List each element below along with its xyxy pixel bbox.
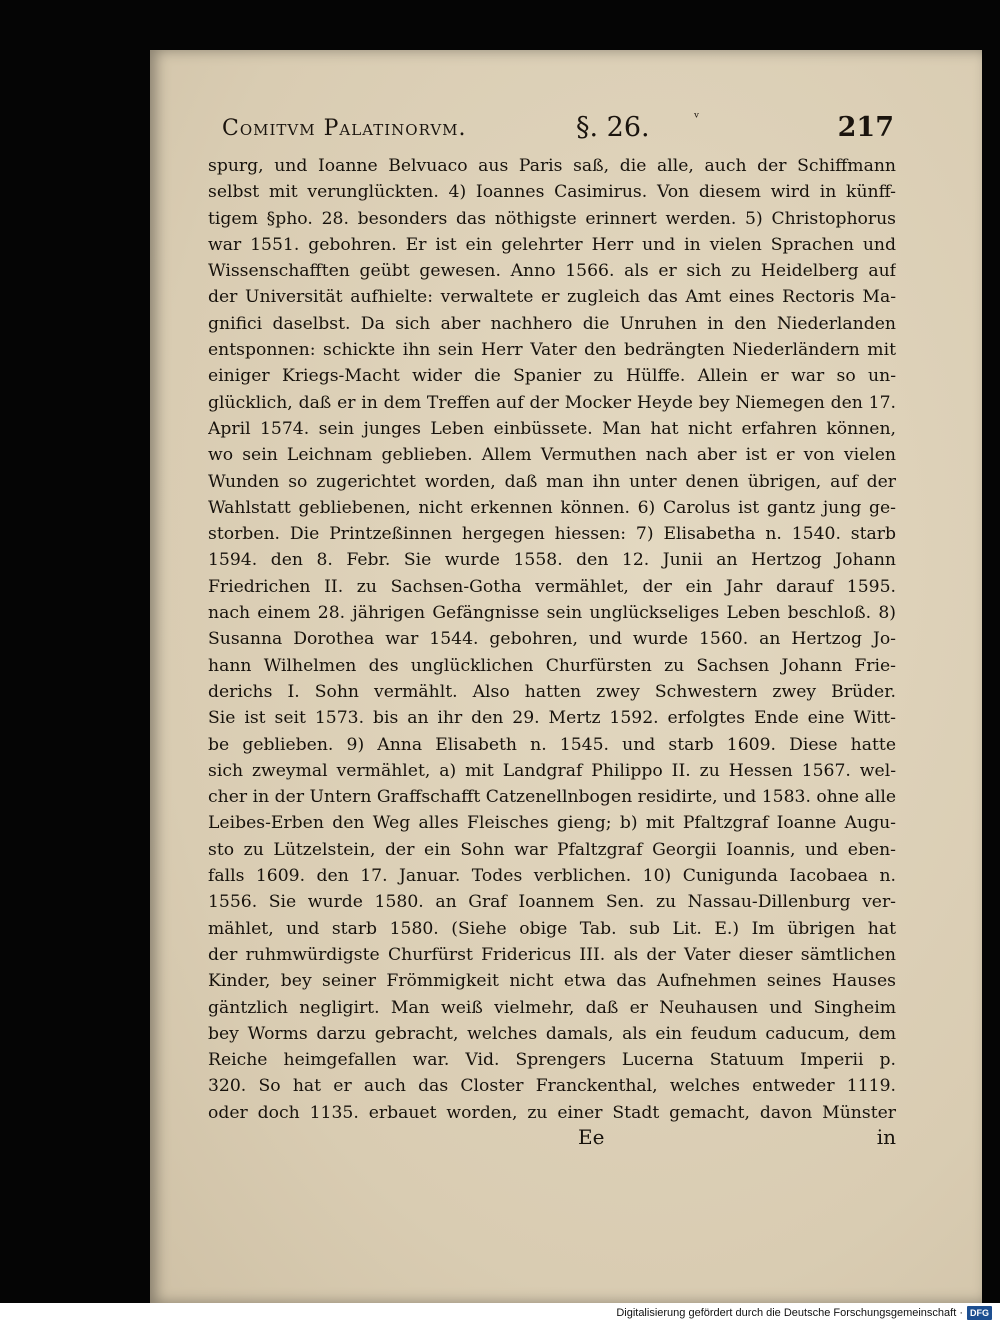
text-line: war 1551. gebohren. Er ist ein gelehrter Herr und in vielen Sprachen und xyxy=(208,234,896,255)
digitization-credit xyxy=(616,1304,992,1322)
text-line: storben. Die Printzeßinnen hergegen hiessen: 7) Elisabetha n. 1540. starb xyxy=(208,524,896,545)
text-line: 320. So hat er auch das Closter Franckenthal, welches entweder 1119. xyxy=(208,1076,896,1097)
text-line: Kinder, bey seiner Frömmigkeit nicht etwa das Aufnehmen seines Hauses xyxy=(208,971,896,992)
dfg-logo: DFG xyxy=(967,1306,992,1320)
text-line: oder doch 1135. erbauet worden, zu einer Stadt gemacht, davon Münster xyxy=(208,1102,896,1123)
text-line: April 1574. sein junges Leben einbüssete. Man hat nicht erfahren können, xyxy=(208,418,896,439)
section-number: §. 26. xyxy=(576,112,650,143)
credit-text: Digitalisierung gefördert durch die Deutsche Forschungsgemeinschaft · xyxy=(616,1307,963,1319)
text-line: Sie ist seit 1573. bis an ihr den 29. Mertz 1592. erfolgtes Ende eine Witt- xyxy=(208,708,896,729)
text-line: 1556. Sie wurde 1580. an Graf Ioannem Sen. zu Nassau-Dillenburg ver- xyxy=(208,892,896,913)
text-line: der Universität aufhielte: verwaltete er zugleich das Amt eines Rectoris Ma- xyxy=(208,287,896,308)
text-line: selbst mit verunglückten. 4) Ioannes Casimirus. Von diesem wird in künff- xyxy=(208,182,896,203)
text-line: einiger Kriegs-Macht wider die Spanier zu Hülffe. Allein er war so un- xyxy=(208,366,896,387)
text-line: spurg, und Ioanne Belvuaco aus Paris saß, die alle, auch der Schiffmann xyxy=(208,156,896,176)
catchword: in xyxy=(876,1125,896,1149)
text-line: nach einem 28. jährigen Gefängnisse sein unglückseliges Leben beschloß. 8) xyxy=(208,603,896,624)
page-number: 217 xyxy=(837,112,894,143)
text-line: der ruhmwürdigste Churfürst Fridericus III. als der Vater dieser sämtlichen xyxy=(208,944,896,965)
text-line: Reiche heimgefallen war. Vid. Sprengers Lucerna Statuum Imperii p. xyxy=(208,1050,896,1071)
text-line: falls 1609. den 17. Januar. Todes verblichen. 10) Cunigunda Iacobaea n. xyxy=(208,866,896,887)
running-title: Comitvm Palatinorvm. xyxy=(222,116,467,141)
text-line: tigem §pho. 28. besonders das nöthigste erinnert werden. 5) Christophorus xyxy=(208,208,896,229)
header-mark: ᵛ xyxy=(694,110,700,126)
text-line: Wissenschafften geübt gewesen. Anno 1566. als er sich zu Heidelberg auf xyxy=(208,261,896,282)
body-text xyxy=(208,153,896,1126)
text-line: entsponnen: schickte ihn sein Herr Vater den bedrängten Niederländern mit xyxy=(208,340,896,361)
text-line: Leibes-Erben den Weg alles Fleisches gieng; b) mit Pfaltzgraf Ioanne Augu- xyxy=(208,813,896,834)
text-line: mählet, und starb 1580. (Siehe obige Tab. sub Lit. E.) Im übrigen hat xyxy=(208,918,896,939)
text-line: hann Wilhelmen des unglücklichen Churfürsten zu Sachsen Johann Frie- xyxy=(208,655,896,676)
page-header xyxy=(214,110,894,154)
text-line: bey Worms darzu gebracht, welches damals, als ein feudum caducum, dem xyxy=(208,1023,896,1044)
page-footer xyxy=(208,1125,896,1159)
text-line: derichs I. Sohn vermählt. Also hatten zwey Schwestern zwey Brüder. xyxy=(208,681,896,702)
text-line: Wunden so zugerichtet worden, daß man ihn unter denen übrigen, auf der xyxy=(208,471,896,492)
text-line: be geblieben. 9) Anna Elisabeth n. 1545. und starb 1609. Diese hatte xyxy=(208,734,896,755)
text-line: gäntzlich negligirt. Man weiß vielmehr, daß er Neuhausen und Singheim xyxy=(208,997,896,1018)
text-line: sto zu Lützelstein, der ein Sohn war Pfaltzgraf Georgii Ioannis, und eben- xyxy=(208,839,896,860)
text-line: gnifici daselbst. Da sich aber nachhero die Unruhen in den Niederlanden xyxy=(208,313,896,334)
text-line: cher in der Untern Graffschafft Catzenellnbogen residirte, und 1583. ohne alle xyxy=(208,787,896,808)
book-page xyxy=(150,50,982,1303)
text-line: Friedrichen II. zu Sachsen-Gotha vermählet, der ein Jahr darauf 1595. xyxy=(208,576,896,597)
text-line: wo sein Leichnam geblieben. Allem Vermuthen nach aber ist er von vielen xyxy=(208,445,896,466)
signature-mark: Ee xyxy=(578,1125,605,1149)
text-line: Wahlstatt gebliebenen, nicht erkennen können. 6) Carolus ist gantz jung ge- xyxy=(208,497,896,518)
text-line: glücklich, daß er in dem Treffen auf der Mocker Heyde bey Niemegen den 17. xyxy=(208,392,896,413)
text-line: 1594. den 8. Febr. Sie wurde 1558. den 12. Junii an Hertzog Johann xyxy=(208,550,896,571)
text-line: sich zweymal vermählet, a) mit Landgraf Philippo II. zu Hessen 1567. wel- xyxy=(208,760,896,781)
text-line: Susanna Dorothea war 1544. gebohren, und wurde 1560. an Hertzog Jo- xyxy=(208,629,896,650)
